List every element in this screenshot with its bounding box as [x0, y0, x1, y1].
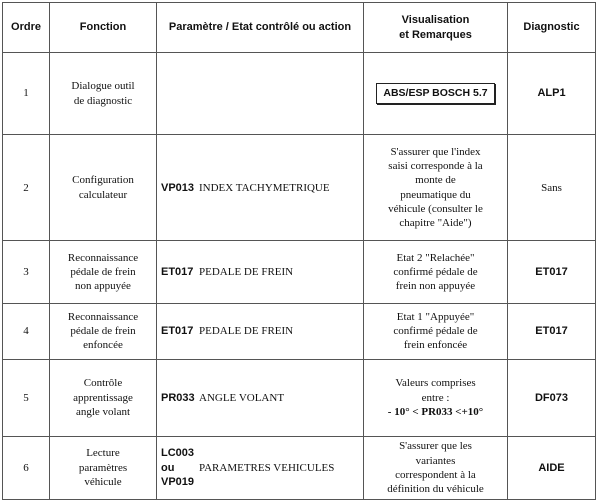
function-line: Lecture [86, 447, 120, 460]
cell-function [50, 436, 157, 499]
cell-visualisation [364, 436, 508, 499]
table-row [3, 436, 596, 499]
visualisation-line: véhicule (consulter le [388, 203, 483, 216]
visualisation-line: frein non appuyée [395, 280, 476, 293]
visualisation-line: définition du véhicule [387, 483, 484, 496]
cell-order: 1 [3, 53, 50, 135]
parameter-code [161, 391, 199, 405]
visualisation-line: correspondent à la [395, 468, 476, 481]
visualisation-line: variantes [415, 454, 456, 467]
header-order: Ordre [3, 3, 50, 53]
cell-parameter [157, 135, 364, 241]
function-line: pédale de frein [70, 265, 136, 278]
cell-order: 4 [3, 303, 50, 359]
header-visualisation-line2: et Remarques [399, 28, 472, 41]
parameter-code [161, 446, 199, 489]
function-line: enfoncée [83, 339, 123, 352]
cell-visualisation [364, 359, 508, 436]
function-line: non appuyée [75, 280, 131, 293]
parameter-code-line: LC003 [161, 447, 195, 460]
cell-diagnostic: DF073 [508, 359, 596, 436]
cell-function [50, 359, 157, 436]
table-row [3, 359, 596, 436]
function-line: Configuration [72, 174, 134, 187]
header-row [3, 3, 596, 53]
cell-parameter [157, 303, 364, 359]
parameter-description: ANGLE VOLANT [199, 391, 285, 404]
cell-visualisation [364, 303, 508, 359]
cell-diagnostic: ET017 [508, 303, 596, 359]
cell-parameter [157, 436, 364, 499]
cell-parameter [157, 241, 364, 303]
visualisation-line: confirmé pédale de [393, 265, 478, 278]
function-line: paramètres [78, 461, 128, 474]
visualisation-line: chapitre "Aide") [399, 217, 472, 230]
cell-order: 2 [3, 135, 50, 241]
function-line: Contrôle [83, 377, 123, 390]
table-row [3, 241, 596, 303]
header-parameter: Paramètre / Etat contrôlé ou action [157, 3, 364, 53]
cell-function [50, 241, 157, 303]
cell-diagnostic: ET017 [508, 241, 596, 303]
parameter-code [161, 181, 199, 195]
visualisation-line: monte de [415, 174, 456, 187]
cell-parameter [157, 53, 364, 135]
parameter-code-line: VP019 [161, 476, 195, 489]
cell-function [50, 135, 157, 241]
cell-function [50, 53, 157, 135]
function-line: Dialogue outil [71, 80, 135, 93]
visualisation-line: S'assurer que les [399, 440, 472, 453]
header-visualisation [364, 3, 508, 53]
table-row [3, 53, 596, 135]
table-row [3, 135, 596, 241]
parameter-description: INDEX TACHYMETRIQUE [199, 181, 330, 194]
visualisation-line: Etat 2 "Relachée" [396, 251, 475, 264]
visualisation-boxed-label: ABS/ESP BOSCH 5.7 [376, 83, 494, 105]
visualisation-line: saisi corresponde à la [388, 160, 483, 173]
parameter-code-line: VP013 [161, 181, 195, 194]
parameter-description: PEDALE DE FREIN [199, 325, 294, 338]
table-body [3, 53, 596, 500]
parameter-description: PARAMETRES VEHICULES [199, 461, 335, 474]
cell-order: 3 [3, 241, 50, 303]
function-line: apprentissage [73, 391, 133, 404]
diagnostic-table [2, 2, 596, 500]
function-line: Reconnaissance [67, 310, 139, 323]
cell-order: 5 [3, 359, 50, 436]
cell-parameter [157, 359, 364, 436]
cell-visualisation [364, 135, 508, 241]
header-visualisation-line1: Visualisation [401, 14, 470, 27]
visualisation-line: Etat 1 "Appuyée" [396, 310, 475, 323]
function-line: véhicule [84, 476, 122, 489]
visualisation-line: S'assurer que l'index [390, 145, 481, 158]
visualisation-line: pneumatique du [400, 188, 471, 201]
visualisation-line: frein enfoncée [403, 339, 468, 352]
visualisation-line: Valeurs comprises [395, 377, 476, 390]
cell-function [50, 303, 157, 359]
parameter-code-line: ET017 [161, 325, 194, 338]
visualisation-line: - 10° < PR033 <+10° [387, 405, 484, 418]
cell-diagnostic: AIDE [508, 436, 596, 499]
header-function: Fonction [50, 3, 157, 53]
parameter-code [161, 324, 199, 338]
function-line: angle volant [75, 405, 131, 418]
parameter-code-line: PR033 [161, 391, 195, 404]
parameter-code-line: ET017 [161, 265, 194, 278]
function-line: pédale de frein [70, 324, 136, 337]
function-line: Reconnaissance [67, 251, 139, 264]
parameter-code [161, 265, 199, 279]
function-line: de diagnostic [73, 94, 133, 107]
parameter-code-line: ou [161, 461, 175, 474]
cell-diagnostic: Sans [508, 135, 596, 241]
cell-visualisation [364, 53, 508, 135]
header-diagnostic: Diagnostic [508, 3, 596, 53]
cell-diagnostic: ALP1 [508, 53, 596, 135]
function-line: calculateur [78, 188, 128, 201]
parameter-description: PEDALE DE FREIN [199, 265, 294, 278]
cell-visualisation [364, 241, 508, 303]
visualisation-line: confirmé pédale de [393, 324, 478, 337]
table-row [3, 303, 596, 359]
cell-order: 6 [3, 436, 50, 499]
visualisation-line: entre : [421, 391, 450, 404]
